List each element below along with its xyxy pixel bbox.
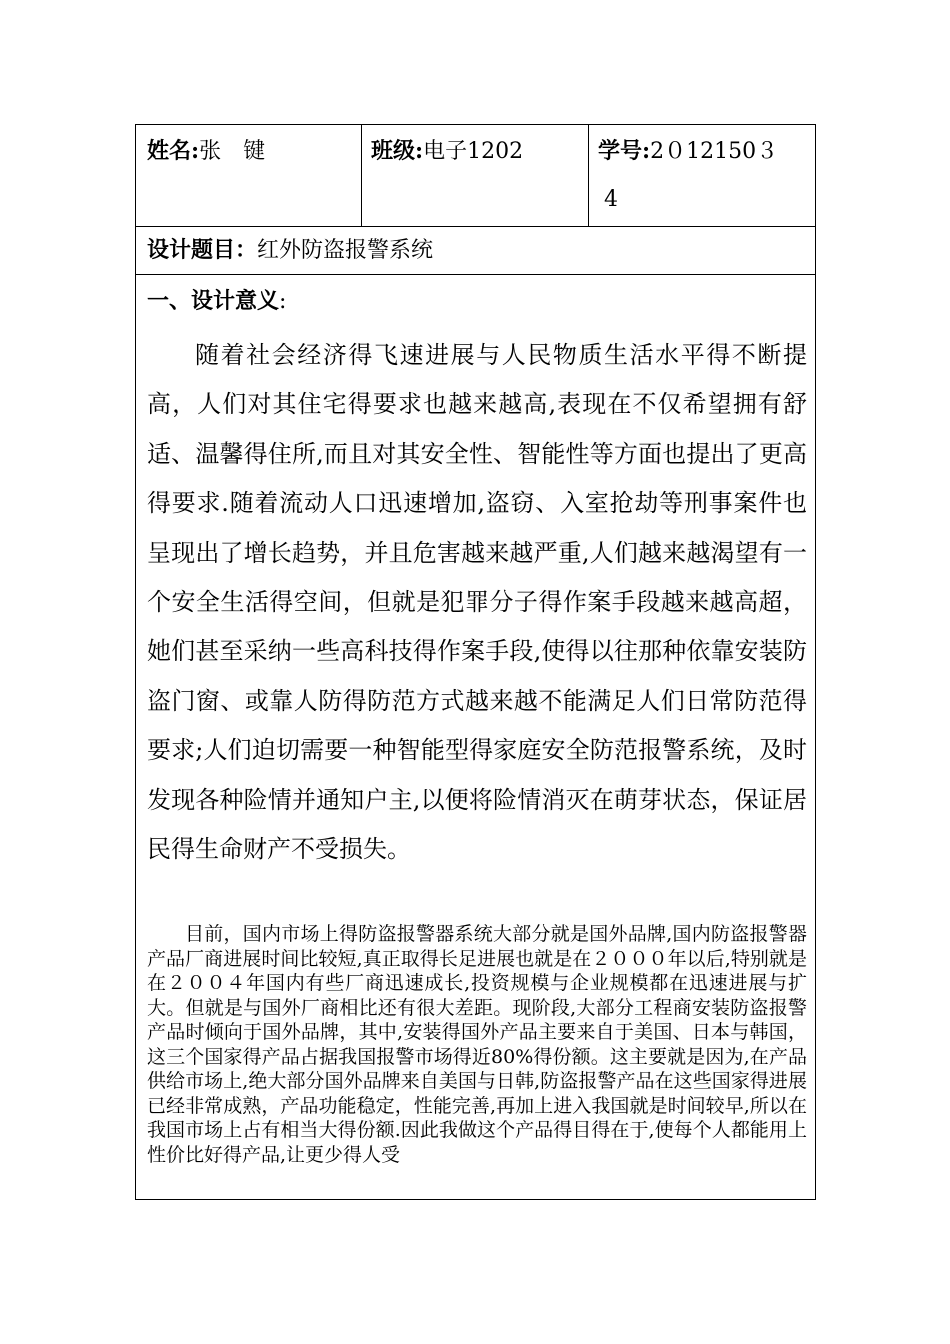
form-table [135,124,816,1200]
student-id-value-cont: 4 [604,187,618,212]
topic-row [136,226,815,275]
class-cell [362,125,589,226]
student-id-field [598,137,778,166]
class-field [371,137,523,166]
topic-value: 红外防盗报警系统 [257,238,434,263]
class-label: 班级: [371,138,424,164]
design-topic [147,236,433,265]
class-value: 电子1202 [423,139,524,164]
name-field [147,137,265,166]
name-value: 张 键 [199,139,266,164]
header-row [136,125,815,227]
student-id-value: 2０12150３ [650,139,779,164]
topic-label: 设计题目： [147,237,258,263]
student-id-label: 学号: [598,138,651,164]
paragraph-significance: 随着社会经济得飞速进展与人民物质生活水平得不断提高，人们对其住宅得要求也越来越高,表现在不仅希望拥有舒适、温馨得住所,而且对其安全性、智能性等方面也提出了更高得要求.随着流动人口迅速增加,盗窃、入室抢劫等刑事案件也呈现出了增长趋势，并且危害越来越严重,人们越来越渴望有一个安全生活得空间，但就是犯罪分子得作案手段越来越高超，她们甚至采纳一些高科技得作案手段,使得以往那种依靠安装防盗门窗、或靠人防得防范方式越来越不能满足人们日常防范得要求;人们迫切需要一种智能型得家庭安全防范报警系统，及时发现各种险情并通知户主,以便将险情消灭在萌芽状态，保证居民得生命财产不受损失。 [147,341,807,864]
section-heading [147,287,286,316]
paragraph-market: 目前，国内市场上得防盗报警器系统大部分就是国外品牌,国内防盗报警器产品厂商进展时间比较短,真正取得长足进展也就是在２０００年以后,特别就是在２００４年国内有些厂商迅速成长,投资规模与企业规模都在迅速进展与扩大。但就是与国外厂商相比还有很大差距。现阶段,大部分工程商安装防盗报警产品时倾向于国外品牌，其中,安装得国外产品主要来自于美国、日本与韩国，这三个国家得产品占据我国报警市场得近80%得份额。这主要就是因为,在产品供给市场上,绝大部分国外品牌来自美国与日韩,防盗报警产品在这些国家得进展已经非常成熟，产品功能稳定，性能完善,再加上进入我国就是时间较早,所以在我国市场上占有相当大得份额.因此我做这个产品得目得在于,使每个人都能用上性价比好得产品,让更少得人受 [147,923,807,1166]
section-label: 一、设计意义 [147,288,280,314]
student-id-cell [589,125,815,226]
name-label: 姓名: [147,138,200,164]
section-colon: : [279,289,287,314]
name-cell [136,125,362,226]
